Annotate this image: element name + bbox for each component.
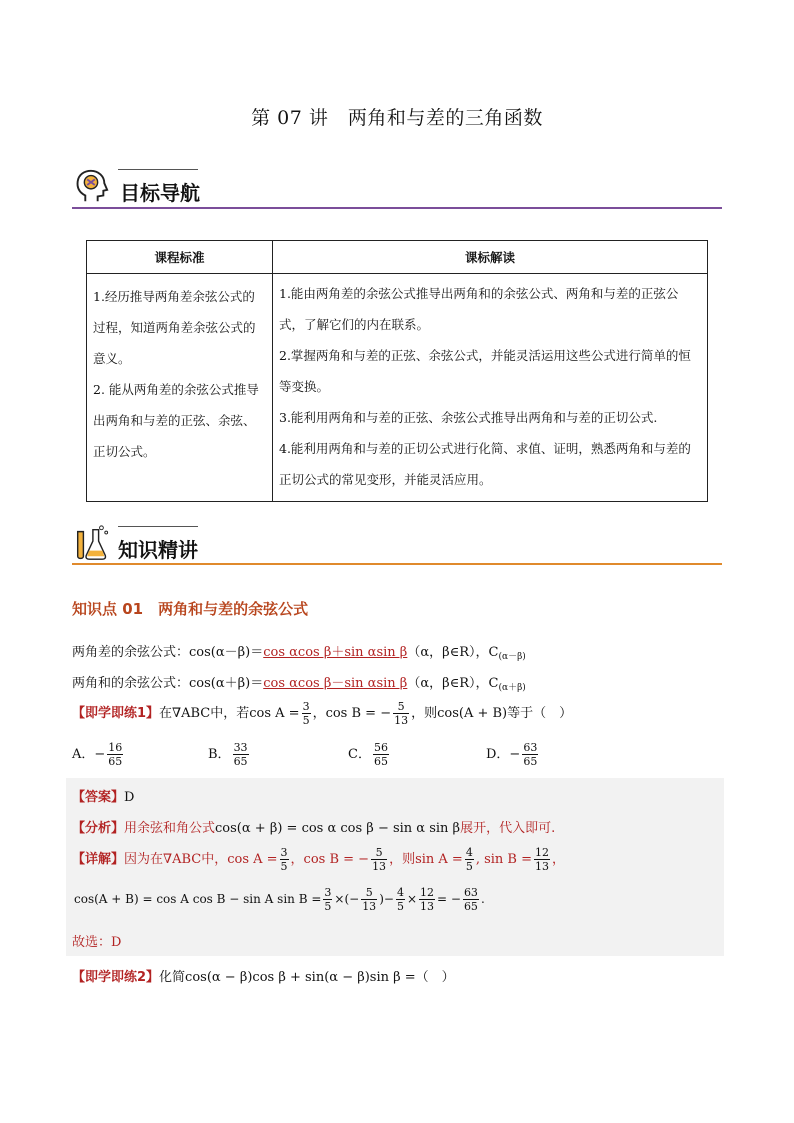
knowledge-section-header — [72, 522, 722, 567]
standard-item: 1.经历推导两角差余弦公式的过程，知道两角差余弦公式的意义。 — [93, 289, 256, 366]
goal-section-title: 目标导航 — [120, 181, 200, 205]
brain-head-icon — [72, 167, 110, 205]
choose-line: 故选：D — [72, 935, 122, 950]
standards-table — [86, 240, 708, 502]
page-title: 第 07 讲 两角和与差的三角函数 — [251, 107, 543, 129]
standard-item: 2. 能从两角差的余弦公式推导出两角和与差的正弦、余弦、正切公式。 — [93, 382, 259, 459]
exercise-2-question: 【即学即练2】化简cos(α − β)cos β + sin(α − β)sin β =（ ） — [72, 970, 455, 985]
goal-top-line — [118, 169, 198, 170]
fraction: $\frac{3}{5}$ — [302, 700, 310, 727]
answer-line: 【答案】D — [72, 790, 135, 805]
option-a: A．− $\frac{16}{65}$ — [72, 741, 123, 768]
table-header-interpretation: 课标解读 — [273, 241, 708, 274]
interpretation-item: 3.能利用两角和与差的正弦、余弦公式推导出两角和与差的正切公式. — [279, 410, 658, 425]
exercise-1-question: 【即学即练1】在∇ABC中，若cos A = $\frac{3}{5}$ ，cos B = − $\frac{5}{13}$ ，则cos(A + B)等于（ ） — [72, 700, 573, 727]
table-cell-interpretation — [273, 274, 708, 502]
fraction: $\frac{5}{13}$ — [394, 700, 409, 727]
goal-divider — [72, 207, 722, 209]
analysis-line: 【分析】用余弦和角公式cos(α + β) = cos α cos β − sin α sin β展开，代入即可. — [72, 821, 556, 836]
calculation-line: cos(A + B) = cos A cos B − sin A sin B = $\frac{3}{5}$ ×(− $\frac{5}{13}$ )− $\frac{4}{5}$ × $\frac{12}{13}$ = − $\frac{63}{65}$ . — [74, 886, 485, 913]
interpretation-item: 4.能利用两角和与差的正切公式进行化简、求值、证明，熟悉两角和与差的正切公式的常见变形，并能灵活应用。 — [279, 441, 691, 487]
cos-sum-formula: 两角和的余弦公式：cos(α＋β)＝cos αcos β－sin αsin β（α，β∈R），$C_{(\alpha+\beta)}$ — [72, 676, 526, 693]
interpretation-item: 1.能由两角差的余弦公式推导出两角和的余弦公式、两角和与差的正弦公式，了解它们的内在联系。 — [279, 286, 679, 332]
knowledge-point-title: 知识点 01 两角和与差的余弦公式 — [72, 600, 309, 618]
goal-section-header — [72, 165, 722, 210]
table-header-standard: 课程标准 — [87, 241, 273, 274]
knowledge-section-title: 知识精讲 — [118, 538, 198, 562]
option-d: D．− $\frac{63}{65}$ — [486, 741, 538, 768]
cos-diff-formula: 两角差的余弦公式：cos(α－β)＝cos αcos β＋sin αsin β（α，β∈R），$C_{(\alpha-\beta)}$ — [72, 645, 526, 662]
knowledge-divider — [72, 563, 722, 565]
option-b: B． $\frac{33}{65}$ — [208, 741, 248, 768]
flask-icon — [72, 524, 110, 562]
knowledge-top-line — [118, 526, 198, 527]
table-cell-standard — [87, 274, 273, 502]
option-c: C． $\frac{56}{65}$ — [348, 741, 388, 768]
interpretation-item: 2.掌握两角和与差的正弦、余弦公式，并能灵活运用这些公式进行简单的恒等变换。 — [279, 348, 691, 394]
detail-line: 【详解】因为在∇ABC中，cos A = $\frac{3}{5}$ ，cos B = − $\frac{5}{13}$ ，则sin A = $\frac{4}{5}$ , sin B = $\frac{12}{13}$ ， — [72, 846, 566, 873]
